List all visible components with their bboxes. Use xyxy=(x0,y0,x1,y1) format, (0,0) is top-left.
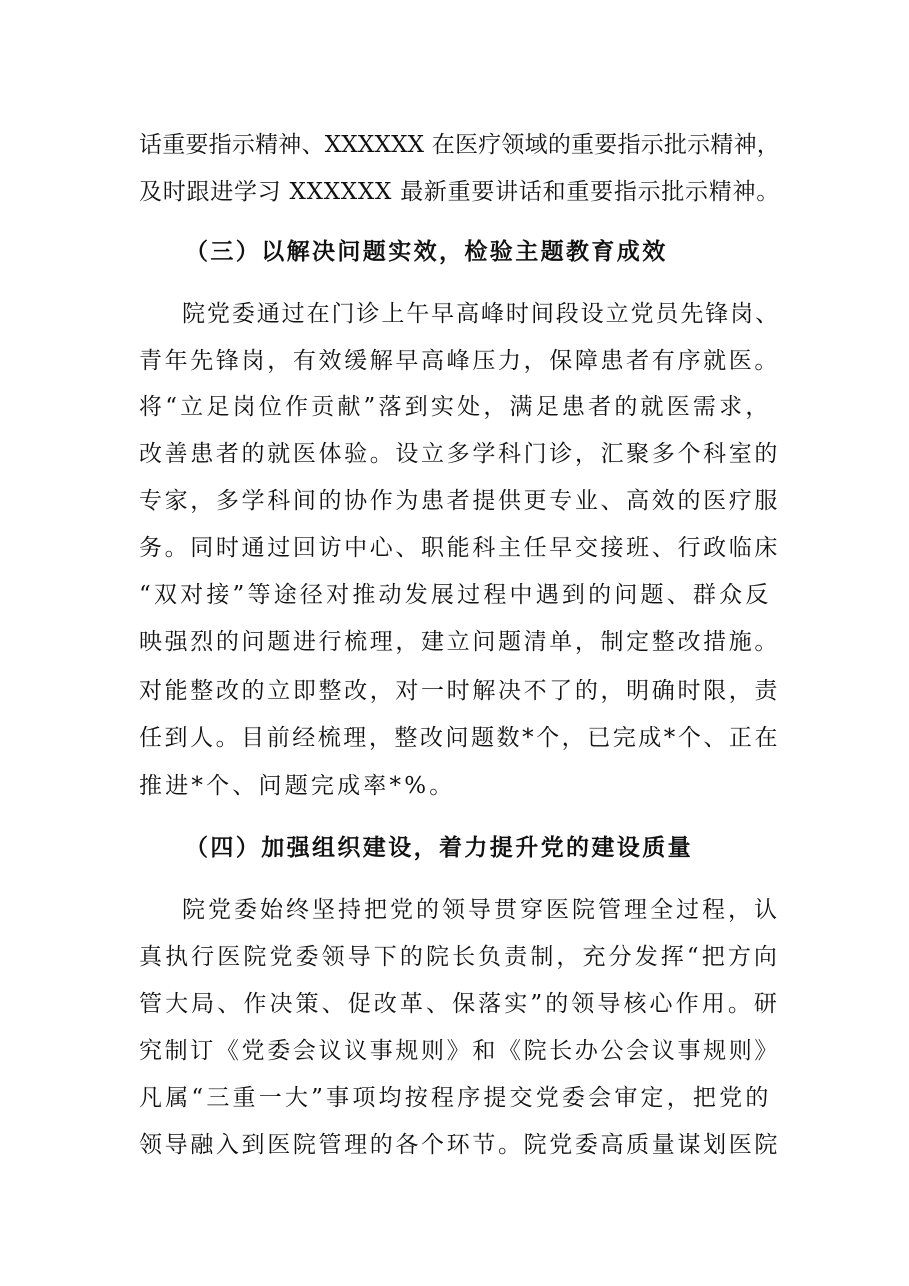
body-line: 管大局、作决策、促改革、保落实”的领导核心作用。研 xyxy=(139,991,780,1017)
body-line: 务。同时通过回访中心、职能科主任早交接班、行政临床 xyxy=(139,535,780,561)
body-line: 凡属“三重一大”事项均按程序提交党委会审定，把党的 xyxy=(139,1085,772,1111)
body-line: 将“立足岗位作贡献”落到实处，满足患者的就医需求， xyxy=(139,394,772,420)
section-heading: （四）加强组织建设，着力提升党的建设质量 xyxy=(185,835,693,861)
body-line: 领导融入到医院管理的各个环节。院党委高质量谋划医院 xyxy=(139,1132,780,1158)
body-line: 院党委通过在门诊上午早高峰时间段设立党员先锋岗、 xyxy=(182,301,780,327)
section-heading: （三）以解决问题实效，检验主题教育成效 xyxy=(185,239,668,265)
body-line: 映强烈的问题进行梳理，建立问题清单，制定整改措施。 xyxy=(139,629,780,655)
body-line: 对能整改的立即整改，对一时解决不了的，明确时限，责 xyxy=(139,678,780,704)
body-line: 改善患者的就医体验。设立多学科门诊，汇聚多个科室的 xyxy=(139,441,780,467)
body-line: 推进*个、问题完成率*%。 xyxy=(139,773,456,799)
body-line: 任到人。目前经梳理，整改问题数*个，已完成*个、正在 xyxy=(139,725,780,751)
body-line: “双对接”等途径对推动发展过程中遇到的问题、群众反 xyxy=(139,582,772,608)
body-line: 话重要指示精神、XXXXXX 在医疗领域的重要指示批示精神， xyxy=(139,132,780,158)
body-line: 院党委始终坚持把党的领导贯穿医院管理全过程，认 xyxy=(182,897,780,923)
body-line: 专家，多学科间的协作为患者提供更专业、高效的医疗服 xyxy=(139,488,780,514)
body-line: 真执行医院党委领导下的院长负责制，充分发挥“把方向 xyxy=(139,944,780,970)
body-line: 究制订《党委会议议事规则》和《院长办公会议事规则》 xyxy=(139,1038,780,1064)
body-line: 青年先锋岗，有效缓解早高峰压力，保障患者有序就医。 xyxy=(139,348,780,374)
body-line: 及时跟进学习 XXXXXX 最新重要讲话和重要指示批示精神。 xyxy=(139,179,780,205)
